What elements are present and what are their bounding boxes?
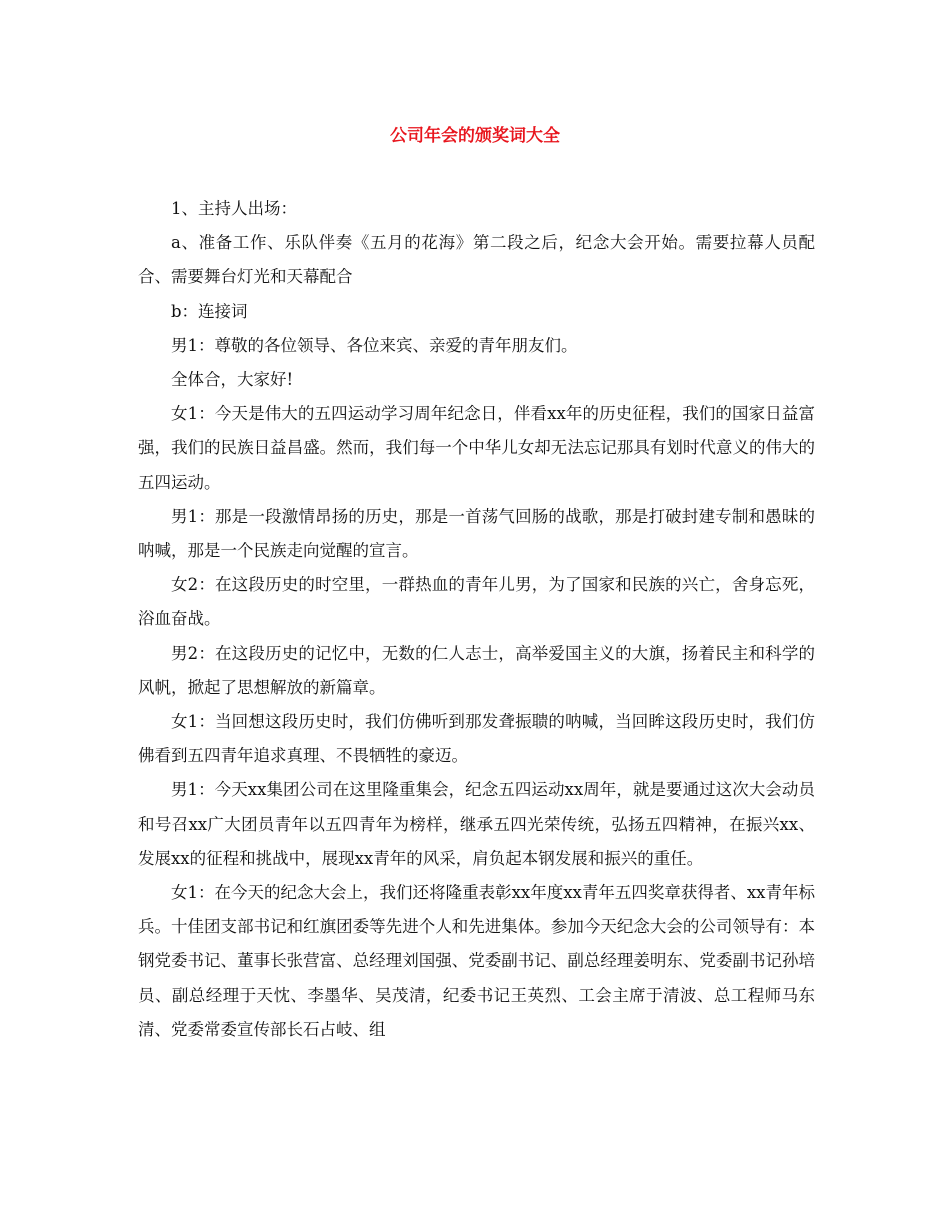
paragraph-host-entrance: 1、主持人出场：: [171, 199, 297, 218]
paragraph-male1-history: 男1：那是一段激情昂扬的历史，那是一首荡气回肠的战歌，那是打破封建专制和愚昧的呐喊，那是一个民族走向觉醒的宣言。: [138, 506, 815, 561]
paragraph-female1-anniversary: 女1：今天是伟大的五四运动学习周年纪念日，伴看xx年的历史征程，我们的国家日益富强，我们的民族日益昌盛。然而，我们每一个中华儿女却无法忘记那具有划时代意义的伟大的五四运动。: [138, 404, 815, 492]
paragraph-male2-memory: 男2：在这段历史的记忆中，无数的仁人志士，高举爱国主义的大旗，扬着民主和科学的风帆，掀起了思想解放的新篇章。: [138, 643, 815, 697]
document-body: [138, 192, 815, 1047]
paragraph-female2-youth: 女2：在这段历史的时空里，一群热血的青年儿男，为了国家和民族的兴亡，舍身忘死，浴血奋战。: [138, 575, 815, 629]
document-title: 公司年会的颁奖词大全: [390, 126, 560, 146]
paragraph-female1-awards: 女1：在今天的纪念大会上，我们还将隆重表彰xx年度xx青年五四奖章获得者、xx青年标兵。十佳团支部书记和红旗团委等先进个人和先进集体。参加今天纪念大会的公司领导有：本钢党委书记、董事长张营富、总经理刘国强、党委副书记、副总经理姜明东、党委副书记孙培员、副总经理于天忱、李墨华、吴茂清，纪委书记王英烈、工会主席于清波、总工程师马东清、党委常委宣传部长石占岐、组: [138, 883, 815, 1039]
paragraph-preparation: a、准备工作、乐队伴奏《五月的花海》第二段之后，纪念大会开始。需要拉幕人员配合、需要舞台灯光和天幕配合: [138, 233, 815, 287]
paragraph-female1-recall: 女1：当回想这段历史时，我们仿佛听到那发聋振聩的呐喊，当回眸这段历史时，我们仿佛看到五四青年追求真理、不畏牺牲的豪迈。: [138, 712, 815, 766]
paragraph-male1-assembly: 男1：今天xx集团公司在这里隆重集会，纪念五四运动xx周年，就是要通过这次大会动员和号召xx广大团员青年以五四青年为榜样，继承五四光荣传统，弘扬五四精神，在振兴xx、发展xx的征程和挑战中，展现xx青年的风采，肩负起本钢发展和振兴的重任。: [138, 780, 815, 868]
paragraph-all-together: 全体合，大家好!: [171, 370, 294, 390]
paragraph-male1-greeting: 男1：尊敬的各位领导、各位来宾、亲爱的青年朋友们。: [171, 335, 578, 355]
paragraph-connecting-words: b：连接词: [171, 301, 248, 321]
